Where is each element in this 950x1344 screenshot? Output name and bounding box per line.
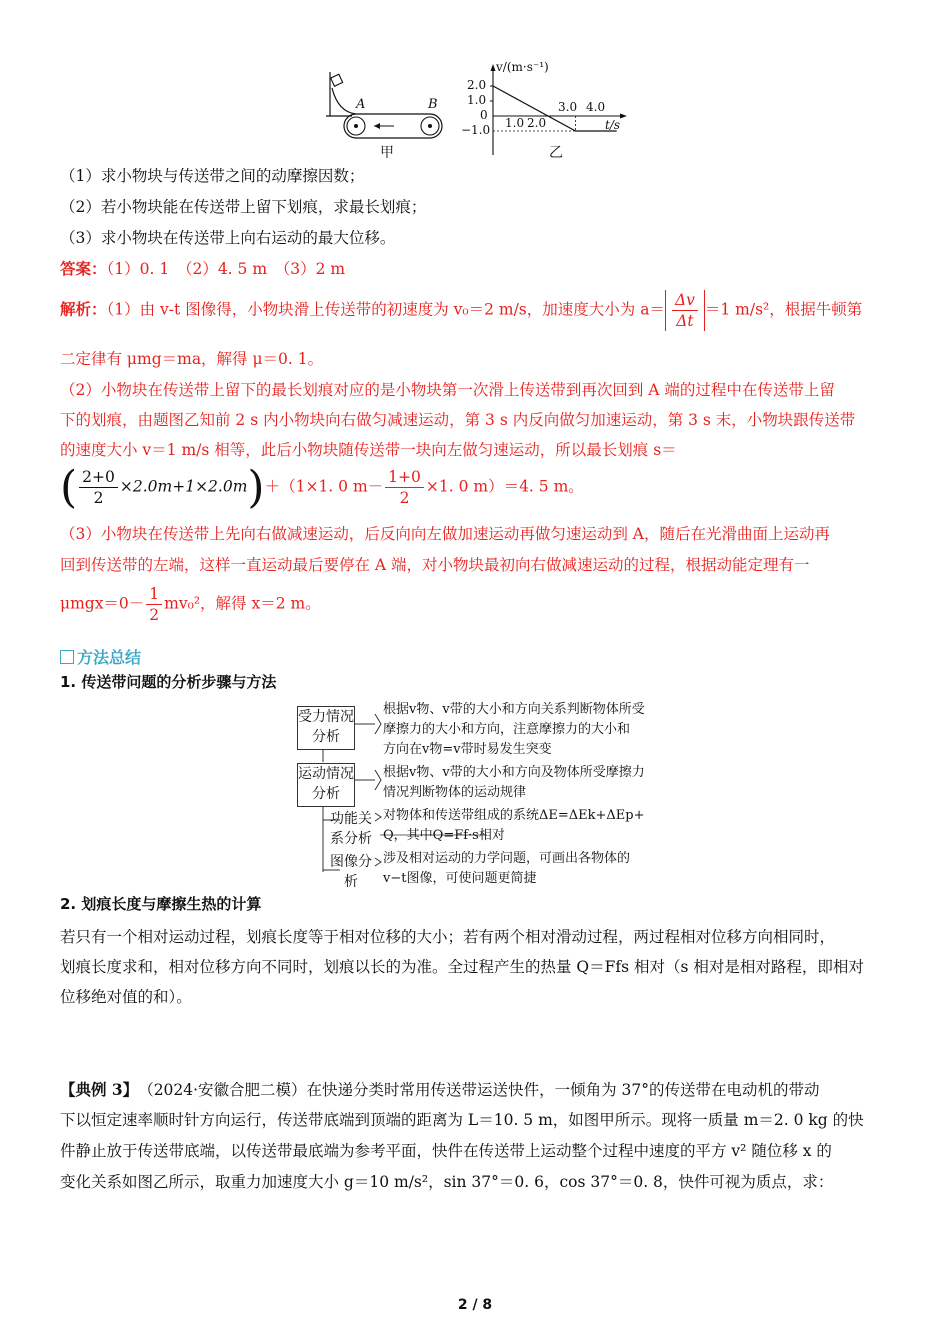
method-sub1: 1. 传送带问题的分析步骤与方法 xyxy=(60,673,277,691)
analysis-p2-expression: ( $\frac{2+0}{2}$ ×2.0m+1×2.0m)＋（1×1. 0 m－ $\frac{1+0}{2}$ ×1. 0 m）＝4. 5 m。 xyxy=(60,462,584,513)
analysis-p1-line2: 二定律有 μmg＝ma，解得 μ＝0. 1。 xyxy=(60,350,324,368)
x-tick-1: 1.0 xyxy=(505,116,525,130)
p3-expr-a: μmgx＝0－ xyxy=(60,594,145,613)
label-a: A xyxy=(356,97,366,112)
method-heading: 方法总结 xyxy=(60,645,141,668)
example3-label: 【典例 3】 xyxy=(60,1080,131,1099)
checkbox-icon xyxy=(60,650,74,664)
y-axis-arrow xyxy=(491,64,496,71)
analysis-p2-line1: （2）小物块在传送带上留下的最长划痕对应的是小物块第一次滑上传送带到再次回到 A 端的过程中在传送带上留 xyxy=(60,381,835,399)
question-3: （3）求小物块在传送带上向右运动的最大位移。 xyxy=(60,229,396,247)
x-tick-4: 4.0 xyxy=(586,100,606,114)
y-tick-1: 1.0 xyxy=(467,93,487,107)
flow-text-3a: 对物体和传送带组成的系统ΔE=ΔEk+ΔEp+ xyxy=(383,808,645,823)
caption-yi: 乙 xyxy=(549,145,563,161)
accel-abs-value xyxy=(665,290,705,331)
analysis-label: 解析： xyxy=(60,299,107,319)
y-tick-neg1: −1.0 xyxy=(461,123,491,137)
method-para-2: 划痕长度求和，相对位移方向不同时，划痕以长的为准。全过程产生的热量 Q＝Ffs 相对（s 相对是相对路程，即相对 xyxy=(60,958,864,976)
flow-text-4a: 涉及相对运动的力学问题，可画出各物体的 xyxy=(383,851,631,866)
p3-frac-den: 2 xyxy=(149,606,160,624)
flow-box-motion: 运动情况分析 xyxy=(297,763,355,807)
example3-line3: 件静止放于传送带底端，以传送带最底端为参考平面，快件在传送带上运动整个过程中速度的平方 v² 随位移 x 的 xyxy=(60,1142,832,1160)
y-axis-label: v/(m·s⁻¹) xyxy=(496,60,549,74)
example3-line2: 下以恒定速率顺时针方向运行，传送带底端到顶端的距离为 L＝10. 5 m，如图甲所示。现将一质量 m＝2. 0 kg 的快 xyxy=(60,1111,864,1129)
page-number: 2 / 8 xyxy=(457,1297,493,1313)
flow-box-force: 受力情况分析 xyxy=(297,706,355,750)
flow-label-graph: 图像分析 xyxy=(330,854,372,890)
label-b: B xyxy=(428,97,438,112)
flow-text-2a: 根据v物、v带的大小和方向及物体所受摩擦力 xyxy=(383,765,645,780)
analysis-p3-expression xyxy=(60,584,321,625)
caption-jia: 甲 xyxy=(380,145,394,161)
analysis-p1-a: （1）由 v-t 图像得，小物块滑上传送带的初速度为 v₀＝2 m/s，加速度大小为 a＝ xyxy=(106,300,665,319)
y-tick-2: 2.0 xyxy=(467,78,487,92)
expr-a: ×2.0m+1×2.0m xyxy=(119,477,248,496)
x-tick-2: 2.0 xyxy=(527,116,547,130)
x-tick-3: 3.0 xyxy=(558,100,578,114)
frac1-num: 2+0 xyxy=(79,467,118,488)
frac-dv: Δv xyxy=(672,290,698,311)
flow-text-1a: 根据v物、v带的大小和方向关系判断物体所受 xyxy=(383,702,645,717)
answer-label: 答案： xyxy=(60,259,107,278)
answer-line xyxy=(60,257,345,279)
flow-text-2b: 情况判断物体的运动规律 xyxy=(383,785,527,800)
frac1-den: 2 xyxy=(93,489,104,507)
question-1: （1）求小物块与传送带之间的动摩擦因数； xyxy=(60,167,365,185)
analysis-p2-line2: 下的划痕，由题图乙知前 2 s 内小物块向右做匀减速运动，第 3 s 内反向做匀加速运动，第 3 s 末，小物块跟传送带 xyxy=(60,411,856,429)
question-2: （2）若小物块能在传送带上留下划痕，求最长划痕； xyxy=(60,198,427,216)
method-para-1: 若只有一个相对运动过程，划痕长度等于相对位移的大小；若有两个相对滑动过程，两过程相对位移方向相同时， xyxy=(60,928,836,946)
frac2-den: 2 xyxy=(399,489,410,507)
y-tick-0: 0 xyxy=(480,108,488,122)
answer-text: （1）0. 1 （2）4. 5 m （3）2 m xyxy=(106,260,346,278)
p3-expr-b: mv₀²，解得 x＝2 m。 xyxy=(164,594,321,613)
method-sub2: 2. 划痕长度与摩擦生热的计算 xyxy=(60,895,262,913)
example3-line4: 变化关系如图乙所示，取重力加速度大小 g＝10 m/s²，sin 37°＝0. 6，cos 37°＝0. 8，快件可视为质点，求： xyxy=(60,1173,834,1191)
p3-frac-num: 1 xyxy=(146,584,162,605)
analysis-p2-line3: 的速度大小 v＝1 m/s 相等，此后小物块随传送带一块向左做匀速运动，所以最长划痕 s＝ xyxy=(60,441,677,459)
analysis-p3-line2: 回到传送带的左端，这样一直运动最后要停在 A 端，对小物块最初向右做减速运动的过程，根据动能定理有一 xyxy=(60,556,810,574)
x-axis-arrow xyxy=(620,114,627,119)
frac-dt: Δt xyxy=(676,312,694,330)
example3-line1: 【典例 3】 （2024·安徽合肥二模）在快递分类时常用传送带运送快件，一倾角为 37°的传送带在电动机的带动 xyxy=(60,1080,820,1099)
expr-c: ×1. 0 m）＝4. 5 m。 xyxy=(425,477,584,496)
expr-b: ＋（1×1. 0 m－ xyxy=(264,477,384,496)
method-para-3: 位移绝对值的和）。 xyxy=(60,988,192,1006)
curved-slope xyxy=(332,88,356,114)
flow-text-4b: v−t图像，可使问题更简捷 xyxy=(383,871,537,886)
analysis-p1-line1 xyxy=(60,290,862,331)
x-axis-label: t/s xyxy=(605,118,621,132)
flow-text-3b: Q，其中Q=Ff·s相对 xyxy=(383,828,505,843)
flow-text-1b: 摩擦力的大小和方向，注意摩擦力的大小和 xyxy=(383,722,631,737)
analysis-p1-b: ＝1 m/s²，根据牛顿第 xyxy=(704,300,863,319)
flow-label-energy: 功能关系分析 xyxy=(330,811,372,847)
frac2-num: 1+0 xyxy=(385,467,424,488)
analysis-p3-line1: （3）小物块在传送带上先向右做减速运动，后反向向左做加速运动再做匀速运动到 A，随后在光滑曲面上运动再 xyxy=(60,525,830,543)
block-icon xyxy=(331,74,343,86)
flow-text-1c: 方向在v物=v带时易发生突变 xyxy=(383,742,552,757)
